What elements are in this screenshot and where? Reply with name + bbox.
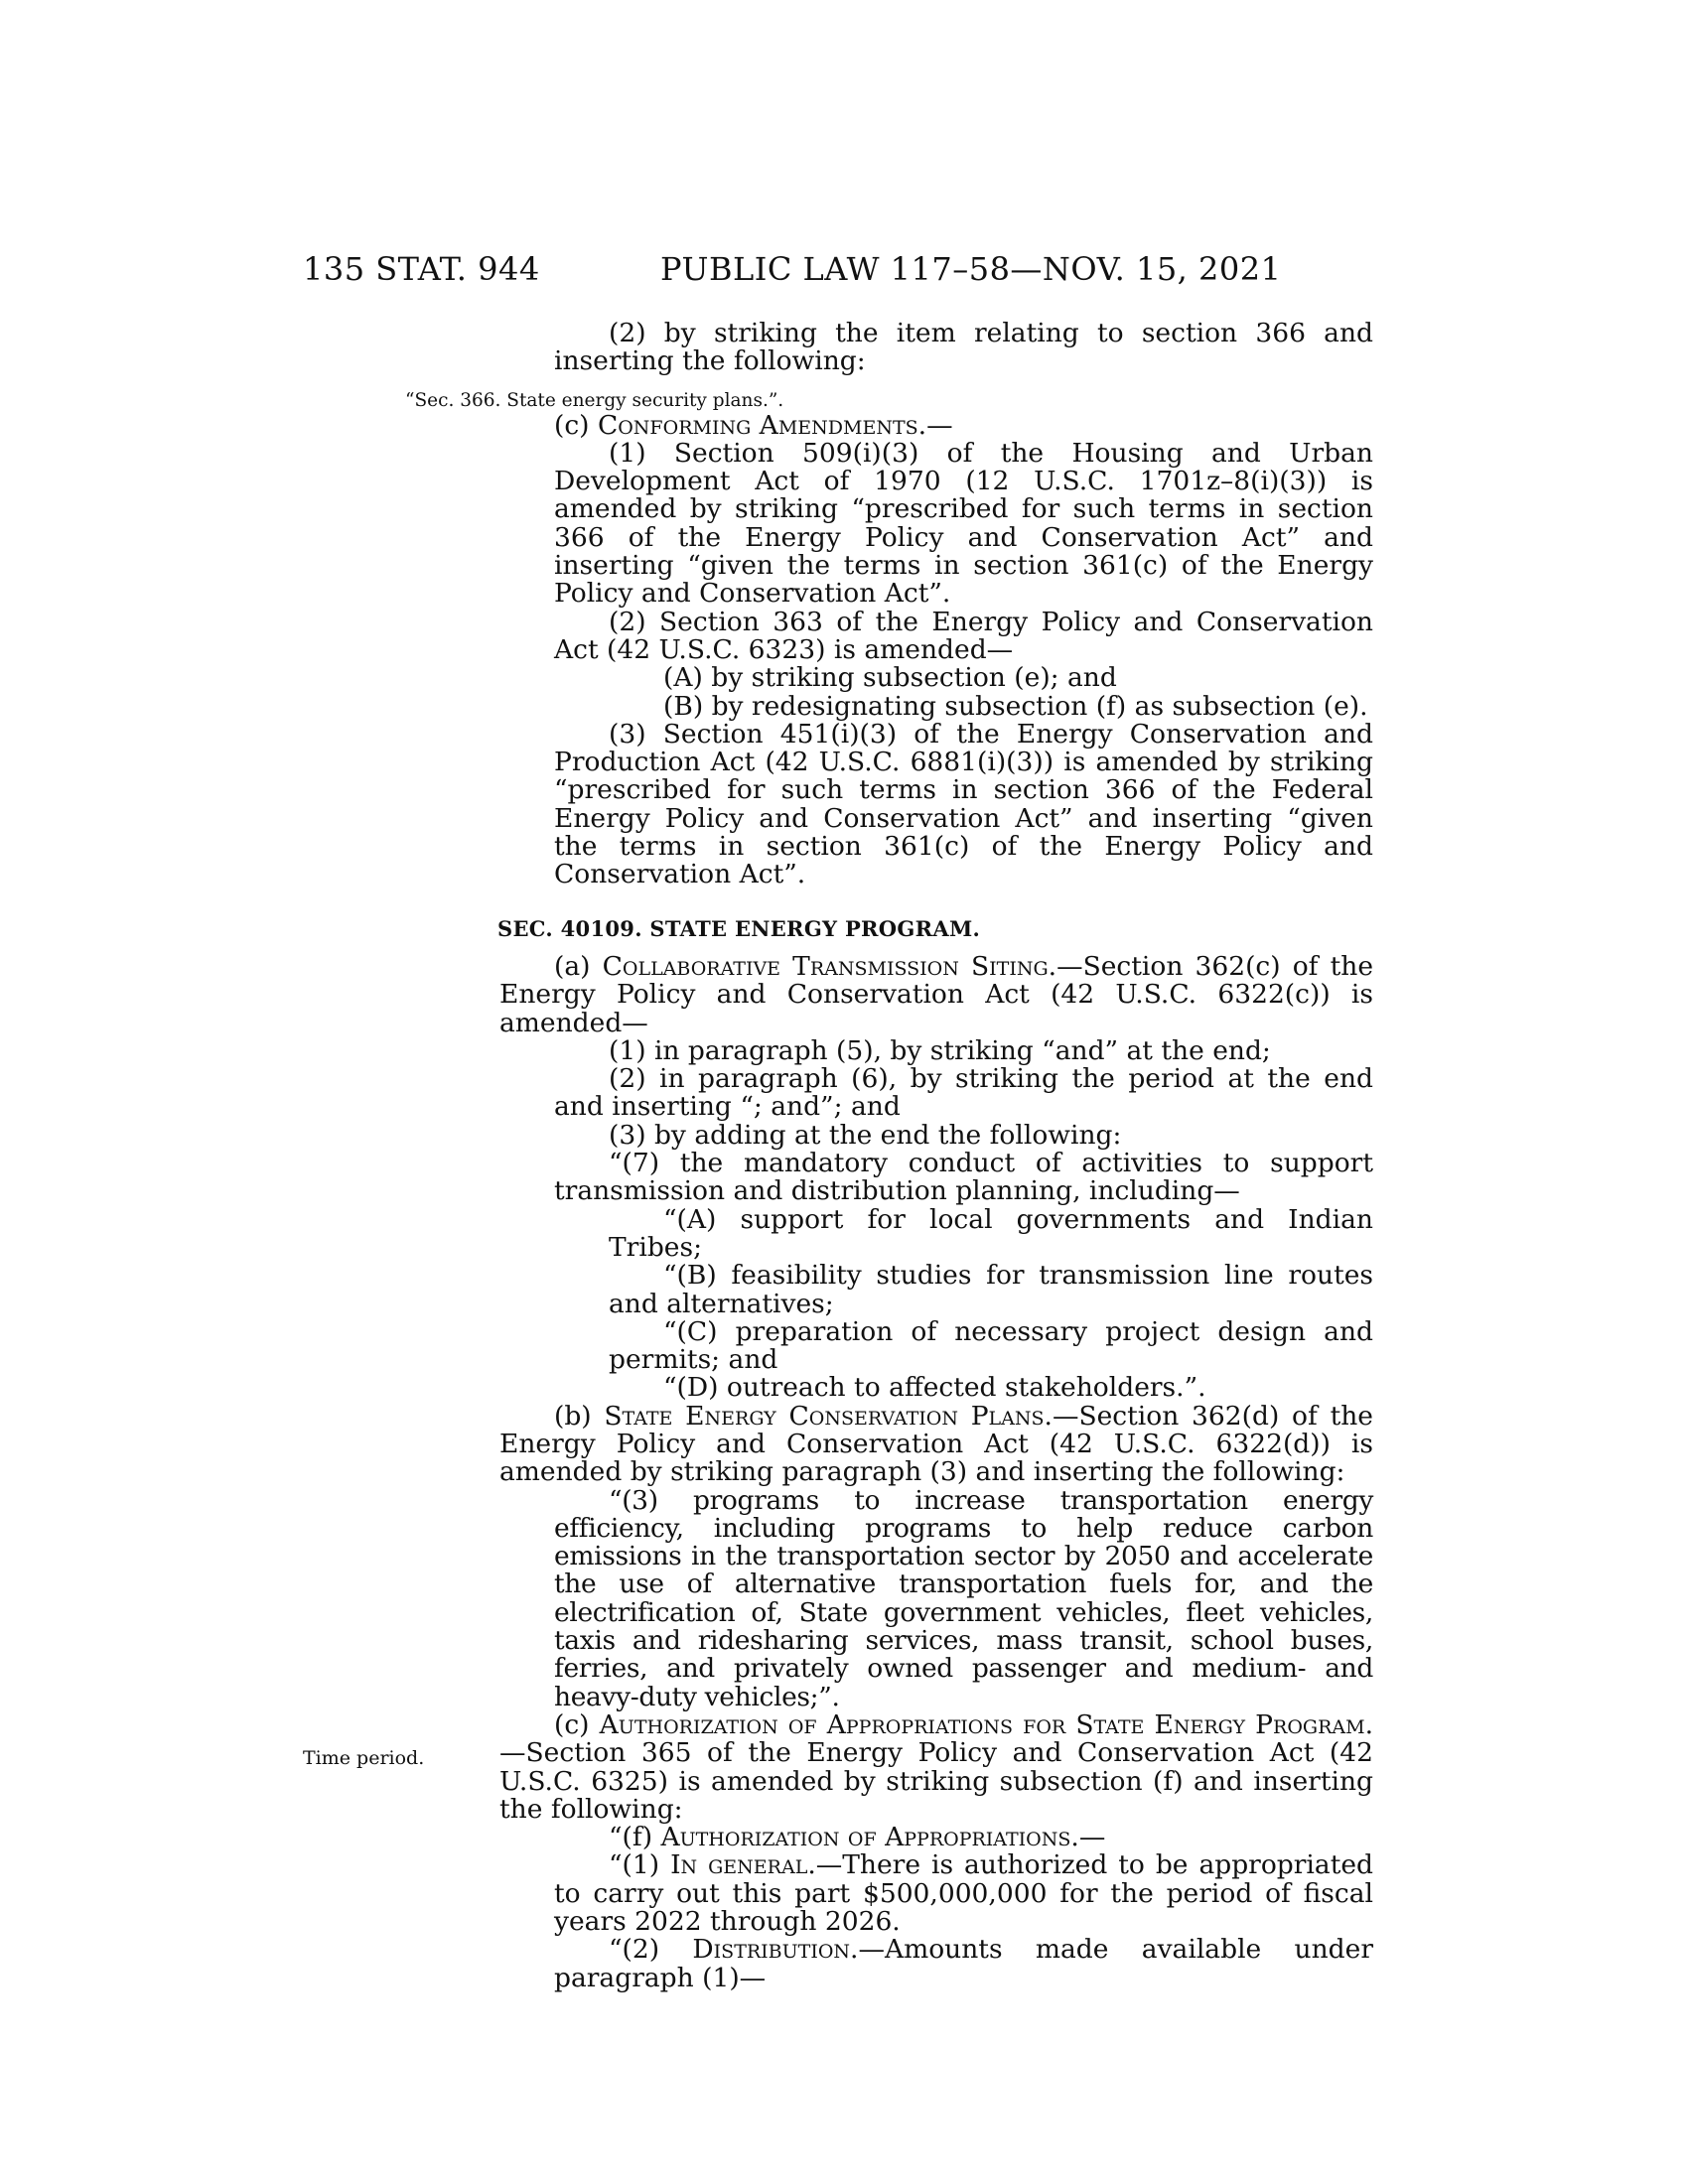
running-header: PUBLIC LAW 117–58—NOV. 15, 2021: [660, 250, 1282, 288]
table-of-contents-item: “Sec. 366. State energy security plans.”.: [405, 389, 784, 411]
subparagraph-c2b: (B) by redesignating subsection (f) as subsection (e).: [663, 690, 1368, 722]
subsection-c-authorization: (c) Authorization of Appropriations for State Energy Program.—Section 365 of the Energy Policy and Conservation Act (42 U.S.C. 6325) is amended by striking subsection (f) and inserting the following:: [499, 1708, 1373, 1825]
margin-note-time-period: Time period.: [303, 1747, 425, 1769]
statute-text: [405, 318, 1374, 1993]
subsection-a: (a) Collaborative Transmission Siting.—Section 362(c) of the Energy Policy and Conservation Act (42 U.S.C. 6322(c)) is amended—: [499, 950, 1373, 1038]
quoted-paragraph-7: “(7) the mandatory conduct of activities to support transmission and distribution planning, including—: [554, 1148, 1373, 1207]
paragraph-b2: (2) by striking the item relating to section 366 and inserting the following:: [554, 318, 1373, 377]
quoted-subparagraph-7c: “(C) preparation of necessary project design and permits; and: [609, 1315, 1373, 1376]
quoted-paragraph-f1: “(1) In general.—There is authorized to be appropriated to carry out this part $500,000,000 for the period of fiscal years 2022 through 2026.: [554, 1849, 1374, 1938]
paragraph-c1: (1) Section 509(i)(3) of the Housing and Urban Development Act of 1970 (12 U.S.C. 1701z–8(i)(3)) is amended by striking “prescribed for such terms in section 366 of the Energy Policy and Conservation Act” and inserting “given the terms in section 361(c) of the Energy Policy and Conservation Act”.: [554, 437, 1373, 610]
quoted-subparagraph-7a: “(A) support for local governments and Indian Tribes;: [609, 1203, 1373, 1263]
section-heading: SEC. 40109. STATE ENERGY PROGRAM.: [497, 915, 981, 941]
paragraph-c3: (3) Section 451(i)(3) of the Energy Conservation and Production Act (42 U.S.C. 6881(i)(3)) is amended by striking “prescribed for such terms in section 366 of the Federal Energy Policy and Conservation Act” and inserting “given the terms in section 361(c) of the Energy Policy and Conservation Act”.: [554, 718, 1373, 890]
paragraph-c2: (2) Section 363 of the Energy Policy and Conservation Act (42 U.S.C. 6323) is amended—: [554, 606, 1373, 665]
subparagraph-c2a: (A) by striking subsection (e); and: [663, 662, 1117, 694]
subsection-b: (b) State Energy Conservation Plans.—Section 362(d) of the Energy Policy and Conservation Act (42 U.S.C. 6322(d)) is amended by striking paragraph (3) and inserting the following:: [499, 1400, 1373, 1488]
paragraph-a3: (3) by adding at the end the following:: [609, 1119, 1122, 1151]
quoted-subparagraph-7b: “(B) feasibility studies for transmission line routes and alternatives;: [609, 1260, 1373, 1319]
quoted-subsection-f-heading: “(f) Authorization of Appropriations.—: [609, 1822, 1106, 1853]
quoted-paragraph-3: “(3) programs to increase transportation energy efficiency, including programs to help reduce carbon emissions in the transportation sector by 2050 and accelerate the use of alternative transportation fuels for, and the electrification of, State government vehicles, fleet vehicles, taxis and ridesharing services, mass transit, school buses, ferries, and privately owned passenger and medium- and heavy-duty vehicles;”.: [554, 1484, 1373, 1712]
paragraph-a2: (2) in paragraph (6), by striking the period at the end and inserting “; and”; and: [554, 1063, 1373, 1123]
subsection-c-heading: (c) Conforming Amendments.—: [554, 409, 953, 441]
quoted-paragraph-f2: “(2) Distribution.—Amounts made available under paragraph (1)—: [554, 1934, 1373, 1993]
paragraph-a1: (1) in paragraph (5), by striking “and” at the end;: [609, 1034, 1271, 1066]
quoted-subparagraph-7d: “(D) outreach to affected stakeholders.”.: [663, 1372, 1206, 1404]
page-reference: 135 STAT. 944: [303, 250, 540, 288]
